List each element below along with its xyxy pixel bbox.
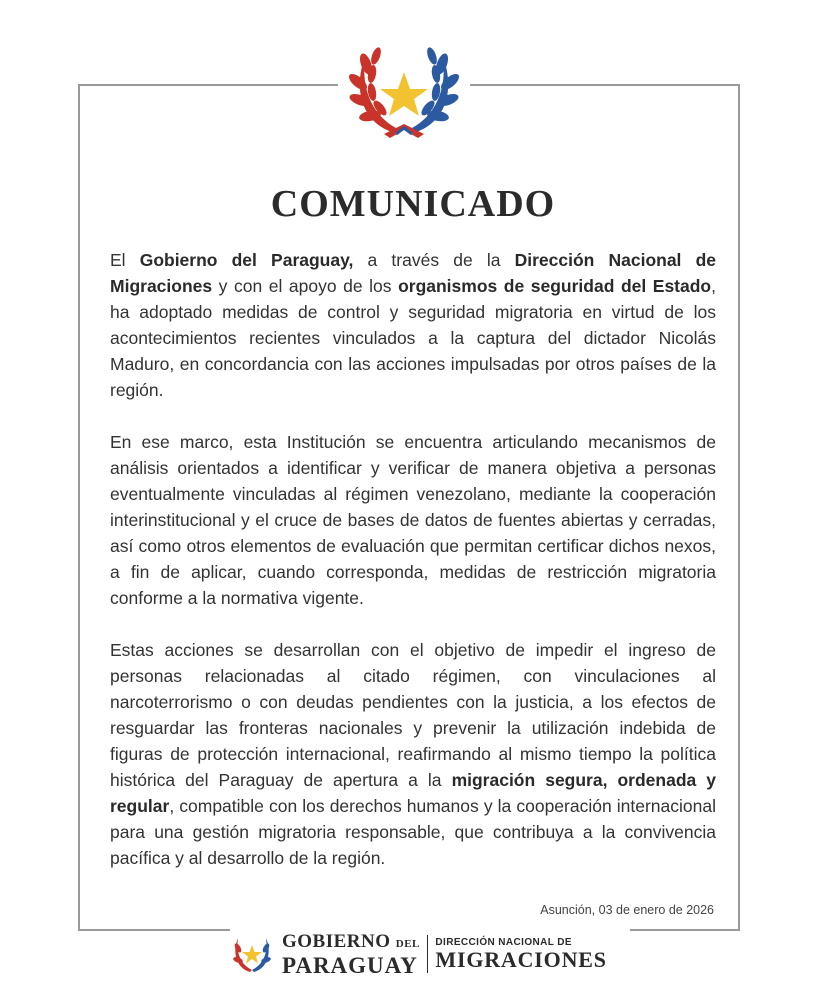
- paraguay-coat-of-arms-icon: [344, 34, 464, 142]
- paraguay-coat-of-arms-icon: [230, 932, 274, 976]
- p1-bold-gobierno: Gobierno del Paraguay,: [139, 250, 354, 270]
- p3-text: Estas acciones se desarrollan con el objetivo de impedir el ingreso de personas relacionadas al citado régimen, con vinculaciones al narcoterrorismo o con deudas pendientes con la justicia, a los efectos de resguardar las fronteras nacionales y prevenir la utilización indebida de figuras de protección internacional, reafirmando al mismo tiempo la política histórica del Paraguay de apertura a la: [110, 640, 716, 790]
- paragraph-1: [110, 247, 716, 403]
- paragraph-2: [110, 429, 716, 611]
- gobierno-wordmark: [282, 931, 420, 977]
- p1-bold-direccion: Dirección Nacional de Migraciones: [110, 250, 716, 296]
- p3-bold-migracion: migración segura, ordenada y regular: [110, 770, 716, 816]
- footer-logo: [230, 928, 630, 980]
- gov-del: DEL: [395, 938, 420, 950]
- paragraph-3: [110, 637, 716, 871]
- p1-bold-organismos: organismos de seguridad del Estado: [398, 276, 712, 296]
- migraciones-wordmark: [435, 937, 606, 972]
- coat-of-arms-seal: [338, 32, 470, 144]
- p1-text: a través de la: [353, 250, 515, 270]
- p3-text: , compatible con los derechos humanos y la cooperación internacional para una gestión migratoria responsable, que contribuya a la convivencia pacífica y al desarrollo de la región.: [110, 796, 716, 868]
- p1-text: y con el apoyo de los: [212, 276, 399, 296]
- gov-line2: PARAGUAY: [282, 953, 418, 978]
- page-title: COMUNICADO: [270, 183, 556, 225]
- mig-line2: MIGRACIONES: [435, 946, 607, 972]
- mig-line1: DIRECCIÓN NACIONAL DE: [435, 936, 572, 948]
- p2-text: En ese marco, esta Institución se encuentra articulando mecanismos de análisis orientados a identificar y verificar de manera objetiva a personas eventualmente vinculadas al régimen venezolano, mediante la cooperación interinstitucional y el cruce de bases de datos de fuentes abiertas y cerradas, así como otros elementos de evaluación que permitan certificar dichos nexos, a fin de aplicar, cuando corresponda, medidas de restricción migratoria conforme a la normativa vigente.: [110, 432, 716, 608]
- date-line: Asunción, 03 de enero de 2026: [540, 903, 714, 917]
- p1-text: El: [110, 250, 140, 270]
- p1-text: , ha adoptado medidas de control y seguridad migratoria en virtud de los acontecimientos recientes vinculados a la captura del dictador Nicolás Maduro, en concordancia con las acciones impulsadas por otros países de la región.: [110, 276, 716, 400]
- gov-line1: GOBIERNO: [282, 931, 391, 952]
- document-body: [110, 247, 716, 897]
- footer-divider: [427, 935, 429, 973]
